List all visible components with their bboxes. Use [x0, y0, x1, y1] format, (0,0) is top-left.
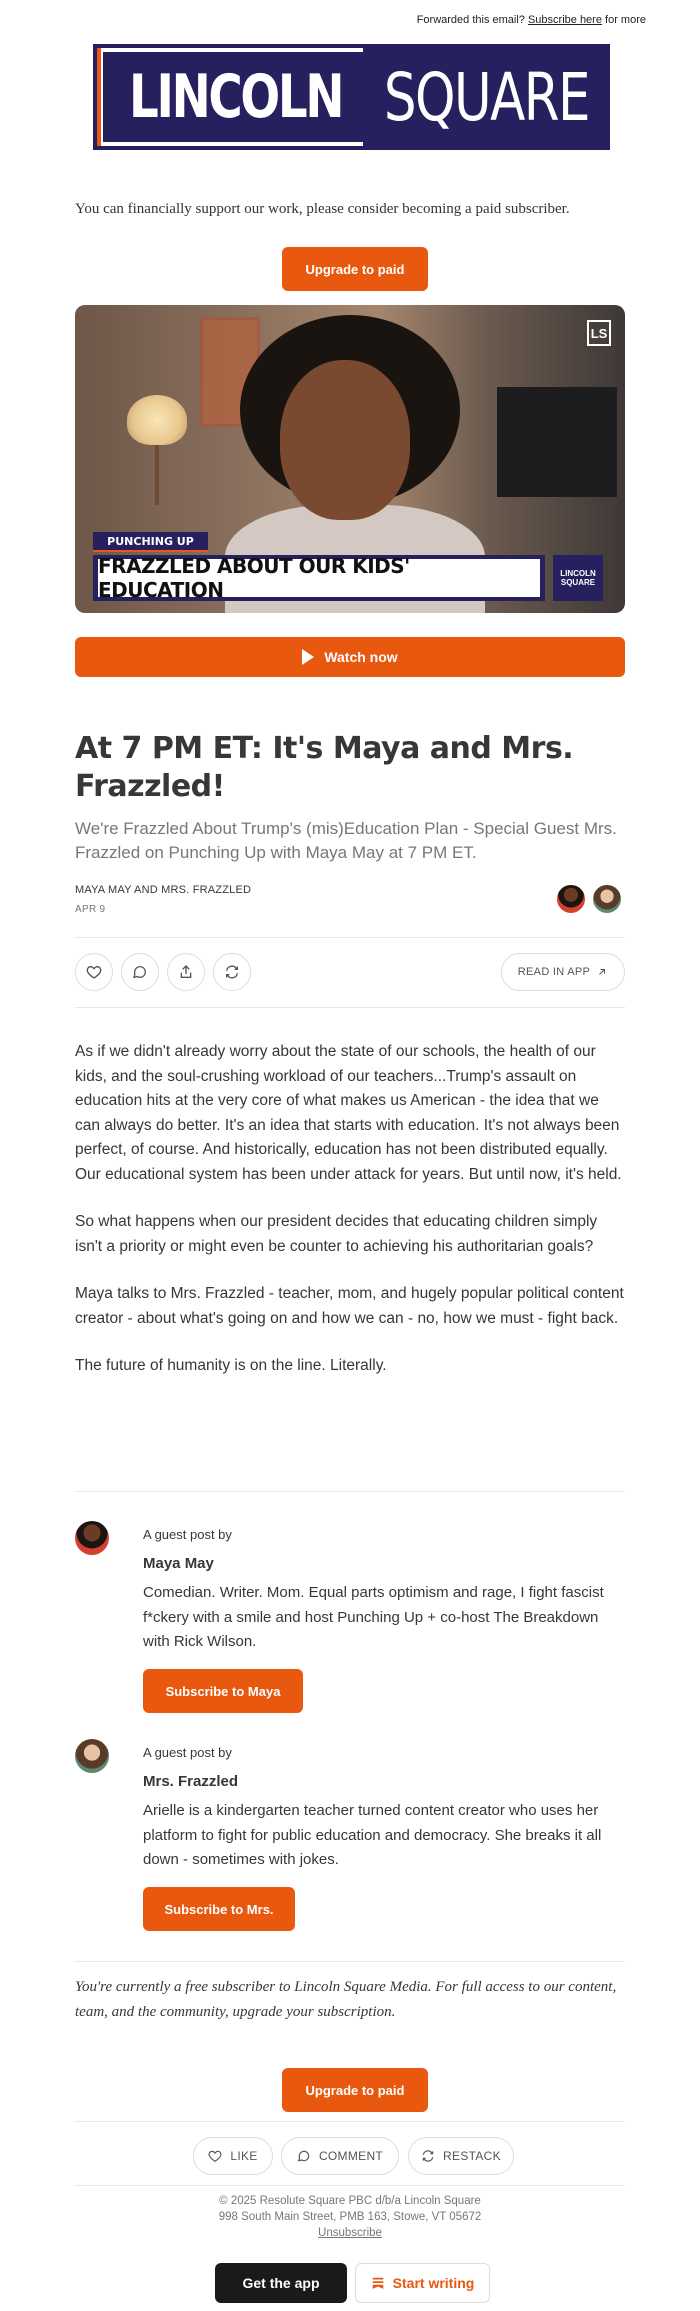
restack-button[interactable] [213, 953, 251, 991]
post-body [75, 1040, 625, 1402]
post-subtitle: We're Frazzled About Trump's (mis)Education Plan - Special Guest Mrs. Frazzled on Punching Up with Maya May at 7 PM ET. [75, 819, 617, 862]
guest-bio: Arielle is a kindergarten teacher turned content creator who uses her platform to fight for public education and democracy. She breaks it all down - sometimes with jokes. [143, 1802, 602, 1868]
guest-bio: Comedian. Writer. Mom. Equal parts optimism and rage, I fight fascist f*ckery with a smile and host Punching Up + co-host The Breakdown with Rick Wilson. [143, 1584, 604, 1650]
heart-icon [208, 2149, 222, 2163]
restack-icon [224, 964, 240, 980]
video-mini-logo [553, 555, 603, 601]
footer-address [75, 2193, 625, 2241]
paragraph: The future of humanity is on the line. Literally. [75, 1357, 387, 1374]
guest-avatar-maya[interactable] [75, 1521, 109, 1555]
paragraph: Maya talks to Mrs. Frazzled - teacher, mom, and hugely popular political content creator - about what's going on and how we can - no, how we must - fight back. [75, 1285, 624, 1327]
logo-left-text: LINCOLN [103, 52, 368, 142]
guest-by-label: A guest post by [143, 1745, 232, 1760]
author-avatars [555, 883, 625, 917]
divider [75, 2121, 625, 2122]
paragraph: So what happens when our president decides that educating children simply isn't a priority or might even be counter to achieving his authoritarian goals? [75, 1213, 598, 1255]
avatar-frazzled[interactable] [591, 883, 623, 915]
divider [75, 1961, 625, 1962]
divider [75, 1007, 625, 1008]
upgrade-to-paid-button-footer[interactable]: Upgrade to paid [282, 2068, 428, 2112]
comment-label: COMMENT [318, 2149, 384, 2163]
comment-button[interactable] [121, 953, 159, 991]
subscribe-here-link[interactable]: Subscribe here [527, 14, 602, 26]
tv-screen [497, 387, 617, 497]
substack-icon [371, 2276, 385, 2290]
guest-avatar-frazzled[interactable] [75, 1739, 109, 1773]
guest-name[interactable]: Maya May [143, 1555, 214, 1572]
post-date: APR 9 [75, 904, 106, 915]
start-writing-label: Start writing [392, 2275, 475, 2291]
subscribe-to-maya-button[interactable]: Subscribe to Maya [143, 1669, 303, 1713]
lamp-shade [127, 395, 187, 445]
guest-name[interactable]: Mrs. Frazzled [143, 1773, 239, 1790]
lincoln-square-logo[interactable] [93, 44, 610, 150]
avatar-maya[interactable] [555, 883, 587, 915]
post-actions [75, 953, 625, 991]
post-authors[interactable]: MAYA MAY AND MRS. FRAZZLED [75, 884, 252, 896]
for-more-text: for more [605, 14, 646, 26]
host-face [280, 360, 410, 520]
video-banner-text: FRAZZLED ABOUT OUR KIDS' EDUCATION [98, 559, 540, 597]
mini-logo-line1: LINCOLN [560, 569, 596, 578]
subscribe-to-mrs-button[interactable]: Subscribe to Mrs. [143, 1887, 295, 1931]
comment-icon [132, 964, 148, 980]
comment-pill-button[interactable] [281, 2137, 399, 2175]
unsubscribe-link[interactable]: Unsubscribe [318, 2227, 382, 2239]
restack-pill-button[interactable] [408, 2137, 514, 2175]
divider [75, 937, 625, 938]
like-label: LIKE [230, 2149, 258, 2163]
logo-right-block [363, 44, 610, 150]
support-text: You can financially support our work, please consider becoming a paid subscriber. [75, 201, 570, 217]
guest-by-label: A guest post by [143, 1527, 232, 1542]
mini-logo-line2: SQUARE [560, 578, 596, 587]
share-icon [178, 964, 194, 980]
get-the-app-button[interactable]: Get the app [215, 2263, 347, 2303]
heart-icon [86, 964, 102, 980]
arrow-up-right-icon [596, 966, 608, 978]
like-pill-button[interactable] [193, 2137, 273, 2175]
logo-left-block [93, 44, 363, 150]
copyright: © 2025 Resolute Square PBC d/b/a Lincoln Square [219, 2195, 481, 2207]
divider [75, 2185, 625, 2186]
read-in-app-label: READ IN APP [517, 966, 591, 978]
restack-label: RESTACK [443, 2149, 501, 2163]
upgrade-to-paid-button[interactable]: Upgrade to paid [282, 247, 428, 291]
logo-right-text: SQUARE [383, 58, 590, 136]
play-icon [302, 649, 314, 665]
read-in-app-button[interactable] [501, 953, 625, 991]
watch-now-button[interactable] [75, 637, 625, 677]
ls-corner-logo: LS [587, 320, 611, 346]
forwarded-text: Forwarded this email? [416, 14, 525, 26]
lamp-stand [155, 445, 159, 505]
street-address: 998 South Main Street, PMB 163, Stowe, VT 05672 [218, 2211, 482, 2223]
post-title[interactable]: At 7 PM ET: It's Maya and Mrs. Frazzled! [75, 731, 574, 804]
watch-now-label: Watch now [324, 649, 398, 665]
share-button[interactable] [167, 953, 205, 991]
punching-up-tag: PUNCHING UP [93, 532, 208, 552]
restack-icon [421, 2149, 435, 2163]
forwarded-line [417, 14, 646, 26]
divider [75, 1491, 625, 1492]
video-banner [93, 555, 545, 601]
comment-icon [297, 2149, 311, 2163]
start-writing-button[interactable] [355, 2263, 490, 2303]
paragraph: As if we didn't already worry about the state of our schools, the health of our kids, and the soul-crushing workload of our teachers...Trump's assault on education hits at the very core of what makes us American - the idea that we can always do better. It's an idea that starts with education. It's not always been perfect, of course. And historically, education has not been distributed equally. Our educational system has been under attack for years. But until now, it's held. [75, 1043, 622, 1183]
like-button[interactable] [75, 953, 113, 991]
video-thumbnail[interactable] [75, 305, 625, 613]
free-subscriber-note: You're currently a free subscriber to Lincoln Square Media. For full access to our content, team, and the community, upgrade your subscription. [75, 1979, 617, 2020]
